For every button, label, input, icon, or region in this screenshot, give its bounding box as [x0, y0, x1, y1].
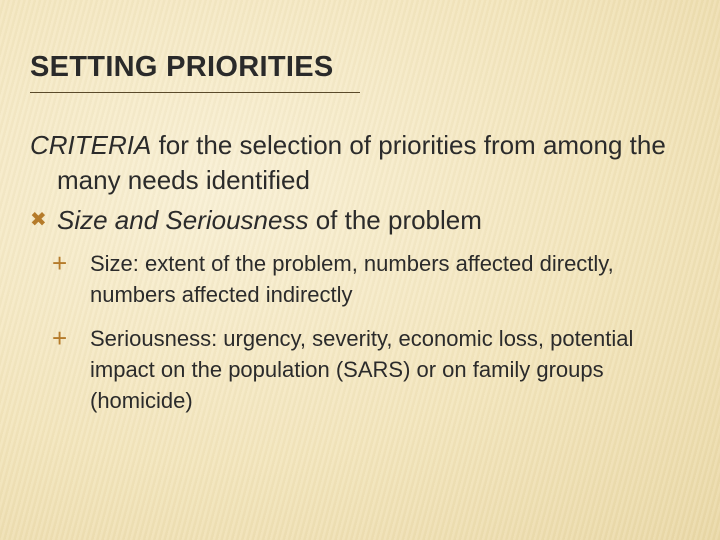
- x-mark-icon: ✖: [30, 209, 47, 231]
- slide-body: [30, 128, 690, 416]
- sub-bullet-text: Size: extent of the problem, numbers affected directly, numbers affected indirectly: [90, 251, 614, 307]
- bullet-size-and-seriousness: [30, 203, 690, 238]
- intro-text: for the selection of priorities from among the many needs identified: [57, 130, 666, 195]
- bullet-text: of the problem: [308, 205, 482, 235]
- sub-bullet-text: Seriousness: urgency, severity, economic loss, potential impact on the population (SARS) or on family groups (homicide): [90, 326, 634, 413]
- plus-icon: +: [52, 323, 68, 353]
- sub-bullet-seriousness: [30, 323, 690, 416]
- title-block: [30, 50, 360, 85]
- intro-paragraph: [30, 128, 690, 198]
- bullet-emphasis: Size and Seriousness: [57, 205, 309, 235]
- plus-icon: +: [52, 248, 68, 278]
- intro-emphasis: CRITERIA: [30, 130, 152, 160]
- title-underline: [30, 92, 360, 93]
- sub-bullet-size: [30, 248, 690, 310]
- slide-title: SETTING PRIORITIES: [30, 51, 334, 83]
